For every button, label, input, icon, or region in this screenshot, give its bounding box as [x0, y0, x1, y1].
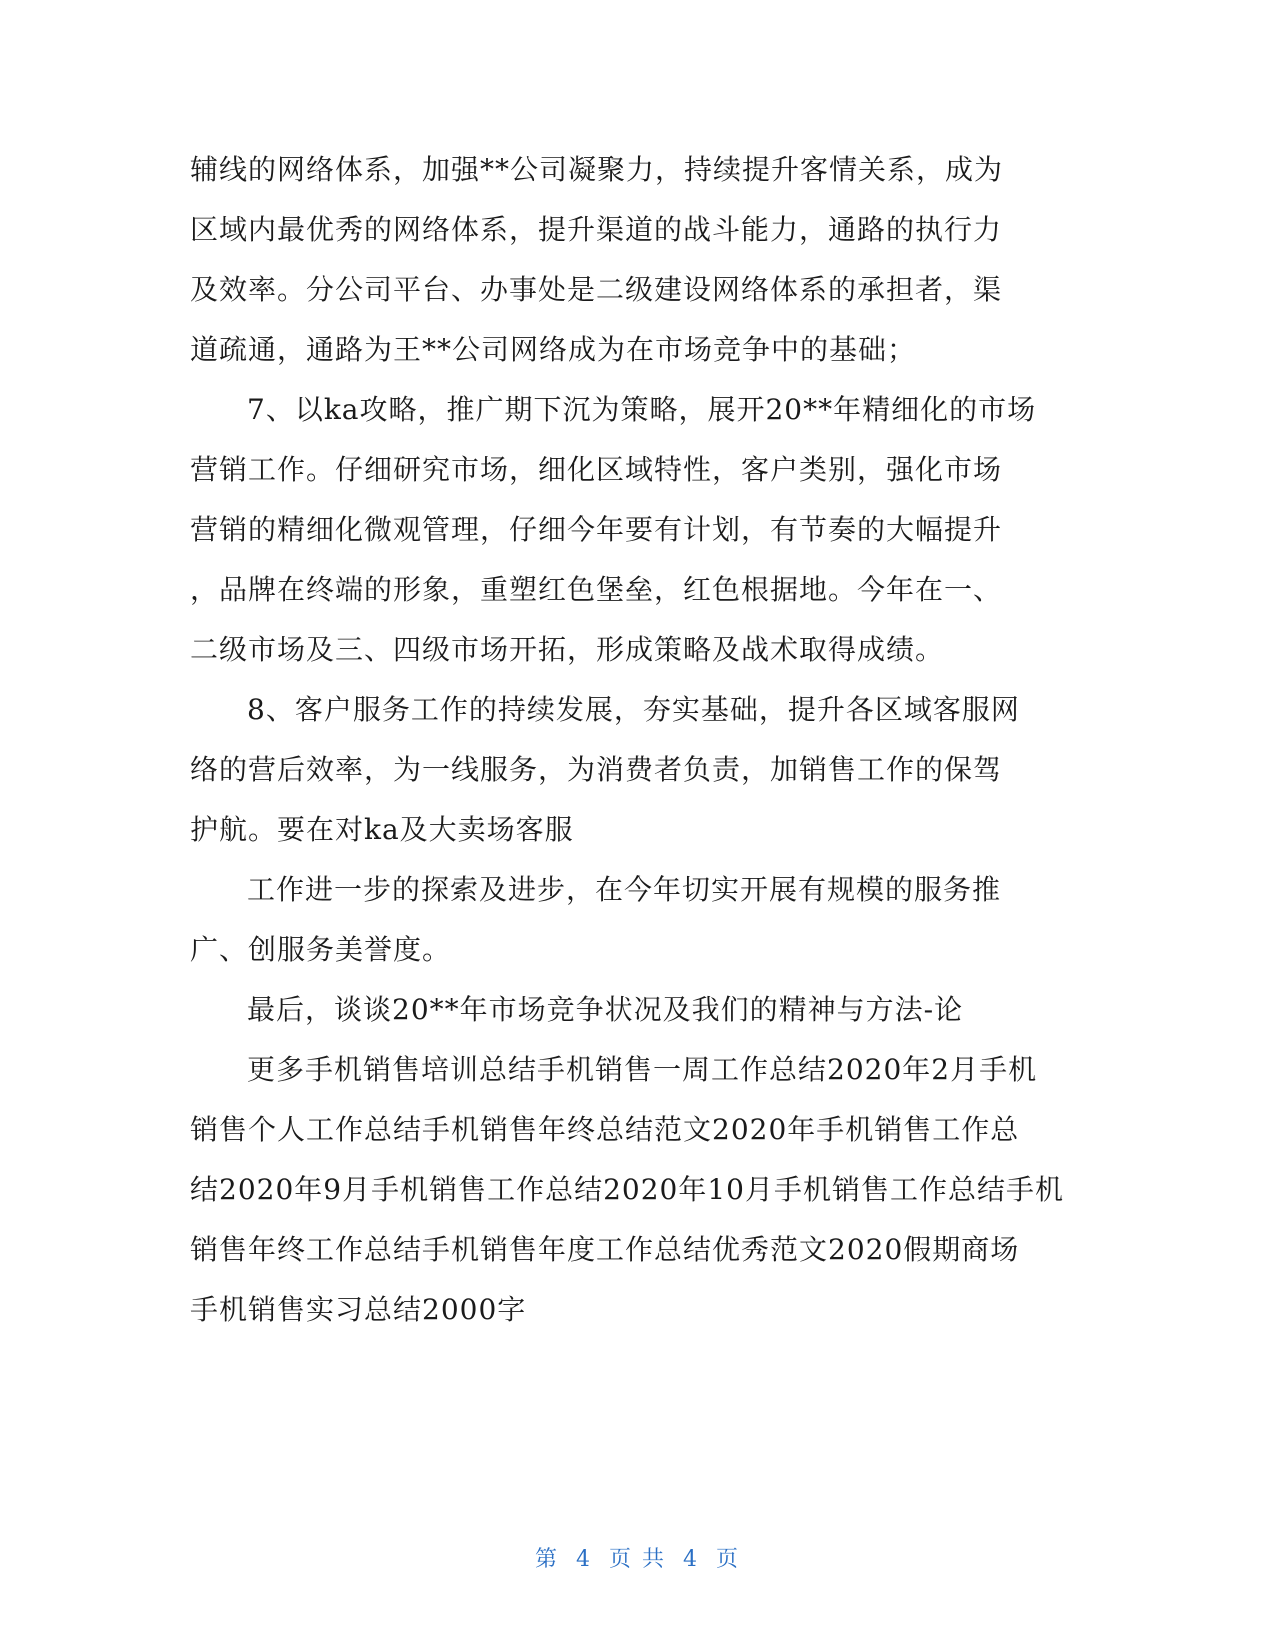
text-line: 及效率。分公司平台、办事处是二级建设网络体系的承担者，渠: [190, 273, 1003, 306]
footer-suffix: 页: [716, 1547, 741, 1572]
current-page-number: 4: [576, 1547, 592, 1572]
text-line: 辅线的网络体系，加强**公司凝聚力，持续提升客情关系，成为: [190, 153, 1004, 186]
text-line: 护航。要在对ka及大卖场客服: [190, 813, 574, 846]
text-line: 销售个人工作总结手机销售年终总结范文2020年手机销售工作总: [190, 1113, 1020, 1146]
page-footer: [0, 1542, 1275, 1573]
footer-middle: 页 共: [609, 1547, 666, 1572]
text-line: 二级市场及三、四级市场开拓，形成策略及战术取得成绩。: [190, 633, 945, 666]
text-line: 手机销售实习总结2000字: [190, 1293, 527, 1326]
text-line: 结2020年9月手机销售工作总结2020年10月手机销售工作总结手机: [190, 1173, 1064, 1206]
total-pages-number: 4: [683, 1547, 699, 1572]
text-line: 络的营后效率，为一线服务，为消费者负责，加销售工作的保驾: [190, 753, 1003, 786]
text-line: 广、创服务美誉度。: [190, 933, 452, 966]
text-line: ，品牌在终端的形象，重塑红色堡垒，红色根据地。今年在一、: [190, 573, 1003, 606]
footer-prefix: 第: [534, 1547, 559, 1572]
text-line: 道疏通，通路为王**公司网络成为在市场竞争中的基础；: [190, 333, 917, 366]
text-line: 工作进一步的探索及进步，在今年切实开展有规模的服务推: [247, 873, 1002, 906]
text-line: 8、客户服务工作的持续发展，夯实基础，提升各区域客服网: [247, 693, 1020, 726]
text-line: 区域内最优秀的网络体系，提升渠道的战斗能力，通路的执行力: [190, 213, 1003, 246]
text-line: 7、以ka攻略，推广期下沉为策略，展开20**年精细化的市场: [247, 393, 1037, 426]
text-line: 更多手机销售培训总结手机销售一周工作总结2020年2月手机: [247, 1053, 1038, 1086]
text-line: 销售年终工作总结手机销售年度工作总结优秀范文2020假期商场: [190, 1233, 1020, 1266]
text-line: 营销工作。仔细研究市场，细化区域特性，客户类别，强化市场: [190, 453, 1003, 486]
text-line: 最后，谈谈20**年市场竞争状况及我们的精神与方法-论: [247, 993, 964, 1026]
body-text: [190, 140, 1090, 1340]
text-line: 营销的精细化微观管理，仔细今年要有计划，有节奏的大幅提升: [190, 513, 1003, 546]
